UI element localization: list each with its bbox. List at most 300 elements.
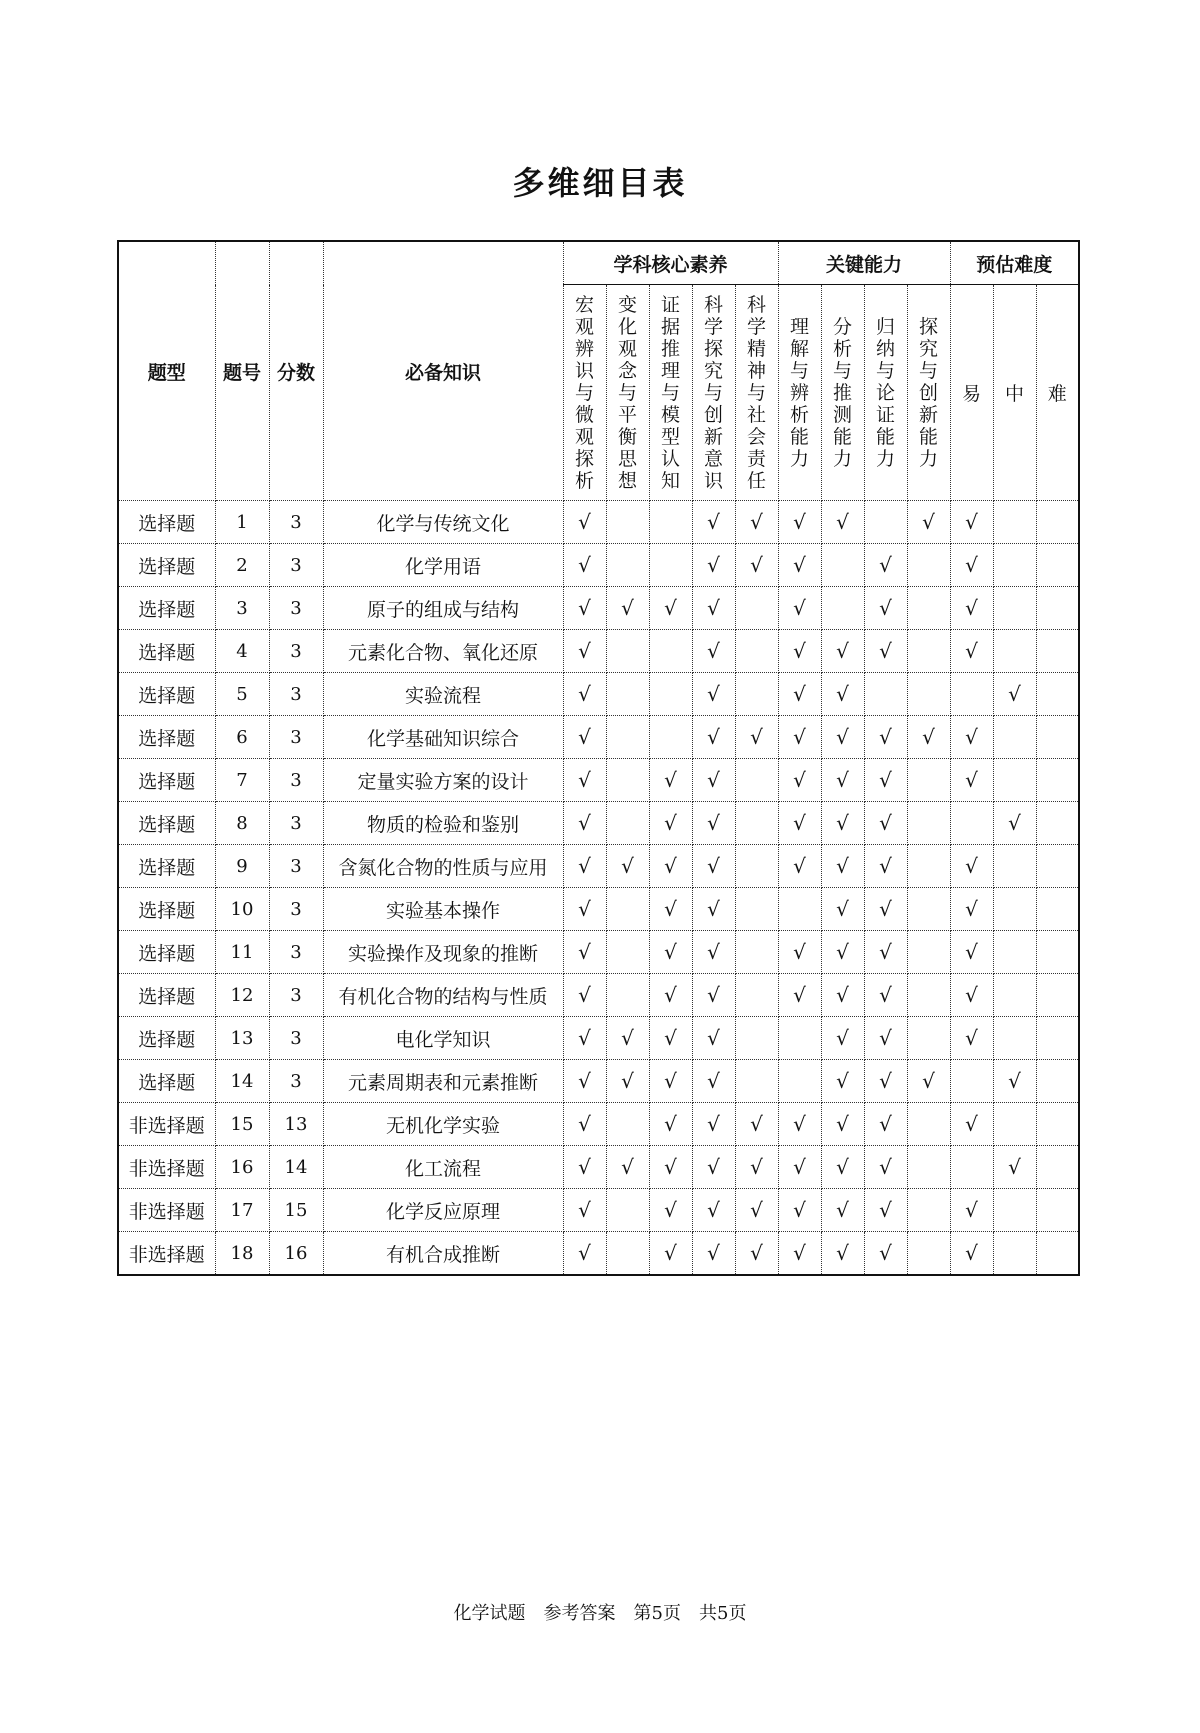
cell-core-2 (606, 845, 649, 888)
check-mark-icon: √ (664, 768, 677, 792)
check-mark-icon: √ (965, 983, 978, 1007)
cell-core-4 (692, 845, 735, 888)
check-mark-icon: √ (578, 983, 591, 1007)
check-mark-icon: √ (578, 682, 591, 706)
cell-ability-2 (821, 544, 864, 587)
header-core-3-label: 证据推理与模型认知 (660, 293, 680, 492)
cell-ability-1 (778, 845, 821, 888)
cell-ability-1 (778, 759, 821, 802)
cell-ability-1 (778, 931, 821, 974)
check-mark-icon: √ (965, 725, 978, 749)
cell-core-4 (692, 630, 735, 673)
cell-ability-2 (821, 587, 864, 630)
cell-difficulty-medium (993, 1189, 1036, 1232)
cell-core-5 (735, 544, 778, 587)
check-mark-icon: √ (578, 1241, 591, 1265)
cell-ability-4 (907, 673, 950, 716)
check-mark-icon: √ (836, 1026, 849, 1050)
check-mark-icon: √ (707, 1198, 720, 1222)
check-mark-icon: √ (965, 897, 978, 921)
cell-core-1 (563, 1146, 606, 1189)
cell-number: 4 (215, 630, 269, 673)
header-core-3 (649, 285, 692, 501)
cell-ability-4 (907, 1189, 950, 1232)
check-mark-icon: √ (836, 1155, 849, 1179)
cell-core-5 (735, 673, 778, 716)
cell-knowledge: 含氮化合物的性质与应用 (323, 845, 563, 888)
check-mark-icon: √ (621, 1155, 634, 1179)
cell-difficulty-medium (993, 1232, 1036, 1276)
check-mark-icon: √ (793, 1241, 806, 1265)
cell-number: 18 (215, 1232, 269, 1276)
check-mark-icon: √ (836, 940, 849, 964)
check-mark-icon: √ (707, 639, 720, 663)
cell-difficulty-easy (950, 888, 993, 931)
cell-knowledge: 定量实验方案的设计 (323, 759, 563, 802)
check-mark-icon: √ (664, 1155, 677, 1179)
cell-core-5 (735, 1232, 778, 1276)
check-mark-icon: √ (707, 682, 720, 706)
cell-ability-4 (907, 931, 950, 974)
check-mark-icon: √ (664, 897, 677, 921)
header-ability-3 (864, 285, 907, 501)
cell-score: 14 (269, 1146, 323, 1189)
check-mark-icon: √ (750, 1241, 763, 1265)
check-mark-icon: √ (578, 1198, 591, 1222)
cell-difficulty-hard (1036, 1232, 1079, 1276)
cell-core-1 (563, 974, 606, 1017)
check-mark-icon: √ (836, 510, 849, 534)
table-row (118, 759, 1079, 802)
check-mark-icon: √ (793, 983, 806, 1007)
cell-core-3 (649, 1232, 692, 1276)
cell-core-3 (649, 587, 692, 630)
cell-score: 3 (269, 931, 323, 974)
cell-core-5 (735, 716, 778, 759)
cell-ability-2 (821, 501, 864, 544)
check-mark-icon: √ (965, 1198, 978, 1222)
cell-ability-2 (821, 673, 864, 716)
cell-type: 选择题 (118, 845, 215, 888)
cell-difficulty-medium (993, 673, 1036, 716)
cell-core-2 (606, 888, 649, 931)
cell-difficulty-easy (950, 1189, 993, 1232)
header-ability-2 (821, 285, 864, 501)
table-row (118, 501, 1079, 544)
header-ability-4-label: 探究与创新能力 (918, 315, 938, 470)
cell-difficulty-hard (1036, 974, 1079, 1017)
table-row (118, 1060, 1079, 1103)
cell-number: 14 (215, 1060, 269, 1103)
check-mark-icon: √ (879, 983, 892, 1007)
cell-difficulty-hard (1036, 673, 1079, 716)
cell-ability-3 (864, 1060, 907, 1103)
check-mark-icon: √ (836, 768, 849, 792)
check-mark-icon: √ (621, 1069, 634, 1093)
cell-type: 选择题 (118, 630, 215, 673)
cell-type: 非选择题 (118, 1146, 215, 1189)
header-core-5-label: 科学精神与社会责任 (746, 293, 766, 492)
cell-ability-2 (821, 1232, 864, 1276)
cell-ability-4 (907, 1017, 950, 1060)
check-mark-icon: √ (578, 725, 591, 749)
cell-ability-2 (821, 759, 864, 802)
cell-ability-3 (864, 1189, 907, 1232)
cell-score: 3 (269, 1017, 323, 1060)
cell-ability-4 (907, 501, 950, 544)
cell-difficulty-hard (1036, 931, 1079, 974)
page-title: 多维细目表 (512, 164, 688, 202)
check-mark-icon: √ (793, 1155, 806, 1179)
cell-difficulty-hard (1036, 845, 1079, 888)
check-mark-icon: √ (707, 510, 720, 534)
cell-core-2 (606, 802, 649, 845)
check-mark-icon: √ (836, 854, 849, 878)
check-mark-icon: √ (793, 596, 806, 620)
cell-core-4 (692, 501, 735, 544)
cell-core-4 (692, 544, 735, 587)
cell-ability-1 (778, 1189, 821, 1232)
cell-number: 2 (215, 544, 269, 587)
check-mark-icon: √ (578, 596, 591, 620)
cell-difficulty-medium (993, 1017, 1036, 1060)
cell-core-4 (692, 673, 735, 716)
check-mark-icon: √ (793, 1198, 806, 1222)
cell-ability-1 (778, 544, 821, 587)
cell-core-4 (692, 1103, 735, 1146)
cell-difficulty-easy (950, 544, 993, 587)
check-mark-icon: √ (621, 596, 634, 620)
cell-knowledge: 有机合成推断 (323, 1232, 563, 1276)
check-mark-icon: √ (793, 682, 806, 706)
cell-knowledge: 无机化学实验 (323, 1103, 563, 1146)
check-mark-icon: √ (836, 897, 849, 921)
header-difficulty-easy: 易 (950, 285, 993, 501)
check-mark-icon: √ (578, 510, 591, 534)
header-difficulty-medium: 中 (993, 285, 1036, 501)
header-ability-1 (778, 285, 821, 501)
check-mark-icon: √ (664, 1112, 677, 1136)
cell-core-1 (563, 1232, 606, 1276)
check-mark-icon: √ (1008, 1155, 1021, 1179)
check-mark-icon: √ (965, 1026, 978, 1050)
cell-ability-4 (907, 759, 950, 802)
cell-difficulty-medium (993, 802, 1036, 845)
cell-ability-1 (778, 974, 821, 1017)
cell-difficulty-easy (950, 587, 993, 630)
table-row (118, 802, 1079, 845)
cell-score: 3 (269, 845, 323, 888)
cell-core-5 (735, 587, 778, 630)
cell-core-5 (735, 630, 778, 673)
cell-core-3 (649, 501, 692, 544)
cell-difficulty-hard (1036, 1060, 1079, 1103)
cell-number: 15 (215, 1103, 269, 1146)
cell-difficulty-hard (1036, 888, 1079, 931)
cell-core-2 (606, 759, 649, 802)
header-core-2-label: 变化观念与平衡思想 (617, 293, 637, 492)
cell-difficulty-easy (950, 1060, 993, 1103)
cell-core-5 (735, 1060, 778, 1103)
check-mark-icon: √ (664, 1069, 677, 1093)
cell-difficulty-easy (950, 974, 993, 1017)
cell-number: 5 (215, 673, 269, 716)
cell-core-5 (735, 1103, 778, 1146)
check-mark-icon: √ (578, 897, 591, 921)
check-mark-icon: √ (879, 811, 892, 835)
cell-ability-4 (907, 802, 950, 845)
check-mark-icon: √ (621, 1026, 634, 1050)
cell-core-1 (563, 1103, 606, 1146)
check-mark-icon: √ (621, 854, 634, 878)
check-mark-icon: √ (707, 940, 720, 964)
cell-ability-4 (907, 845, 950, 888)
cell-core-3 (649, 1189, 692, 1232)
table-row (118, 673, 1079, 716)
cell-ability-3 (864, 1232, 907, 1276)
check-mark-icon: √ (965, 553, 978, 577)
cell-core-4 (692, 888, 735, 931)
header-ability-3-label: 归纳与论证能力 (875, 315, 895, 470)
cell-type: 选择题 (118, 587, 215, 630)
cell-core-1 (563, 888, 606, 931)
check-mark-icon: √ (922, 510, 935, 534)
check-mark-icon: √ (836, 682, 849, 706)
check-mark-icon: √ (1008, 811, 1021, 835)
check-mark-icon: √ (578, 1026, 591, 1050)
cell-difficulty-hard (1036, 1189, 1079, 1232)
cell-core-2 (606, 1060, 649, 1103)
cell-number: 16 (215, 1146, 269, 1189)
cell-core-3 (649, 1103, 692, 1146)
specification-table (117, 240, 1080, 1276)
cell-difficulty-easy (950, 1103, 993, 1146)
cell-ability-2 (821, 716, 864, 759)
cell-difficulty-hard (1036, 630, 1079, 673)
check-mark-icon: √ (578, 1112, 591, 1136)
cell-core-2 (606, 1146, 649, 1189)
header-core-5 (735, 285, 778, 501)
cell-difficulty-easy (950, 1146, 993, 1189)
cell-difficulty-easy (950, 845, 993, 888)
cell-ability-3 (864, 1146, 907, 1189)
cell-ability-2 (821, 974, 864, 1017)
cell-difficulty-easy (950, 716, 993, 759)
cell-score: 3 (269, 1060, 323, 1103)
check-mark-icon: √ (793, 725, 806, 749)
cell-core-1 (563, 587, 606, 630)
cell-core-2 (606, 1232, 649, 1276)
cell-number: 10 (215, 888, 269, 931)
check-mark-icon: √ (836, 983, 849, 1007)
check-mark-icon: √ (793, 768, 806, 792)
check-mark-icon: √ (879, 596, 892, 620)
check-mark-icon: √ (879, 553, 892, 577)
cell-core-4 (692, 1060, 735, 1103)
check-mark-icon: √ (879, 1069, 892, 1093)
cell-ability-3 (864, 1103, 907, 1146)
check-mark-icon: √ (922, 1069, 935, 1093)
check-mark-icon: √ (707, 1112, 720, 1136)
check-mark-icon: √ (836, 1198, 849, 1222)
cell-core-2 (606, 544, 649, 587)
check-mark-icon: √ (707, 768, 720, 792)
cell-difficulty-medium (993, 501, 1036, 544)
cell-score: 3 (269, 802, 323, 845)
cell-type: 非选择题 (118, 1103, 215, 1146)
cell-number: 13 (215, 1017, 269, 1060)
cell-core-5 (735, 1146, 778, 1189)
cell-ability-3 (864, 587, 907, 630)
cell-core-5 (735, 501, 778, 544)
table-row (118, 1189, 1079, 1232)
cell-ability-4 (907, 630, 950, 673)
cell-type: 选择题 (118, 673, 215, 716)
cell-difficulty-medium (993, 716, 1036, 759)
cell-ability-3 (864, 544, 907, 587)
check-mark-icon: √ (707, 983, 720, 1007)
check-mark-icon: √ (664, 1198, 677, 1222)
check-mark-icon: √ (965, 1241, 978, 1265)
cell-ability-2 (821, 1103, 864, 1146)
cell-difficulty-medium (993, 845, 1036, 888)
cell-knowledge: 元素周期表和元素推断 (323, 1060, 563, 1103)
cell-ability-1 (778, 673, 821, 716)
cell-ability-4 (907, 716, 950, 759)
check-mark-icon: √ (664, 811, 677, 835)
check-mark-icon: √ (1008, 1069, 1021, 1093)
check-mark-icon: √ (836, 1112, 849, 1136)
cell-ability-3 (864, 673, 907, 716)
cell-core-3 (649, 759, 692, 802)
cell-core-4 (692, 1189, 735, 1232)
cell-difficulty-easy (950, 1232, 993, 1276)
check-mark-icon: √ (707, 725, 720, 749)
cell-core-1 (563, 501, 606, 544)
cell-core-1 (563, 1060, 606, 1103)
cell-knowledge: 化学用语 (323, 544, 563, 587)
check-mark-icon: √ (965, 639, 978, 663)
cell-core-2 (606, 630, 649, 673)
cell-number: 8 (215, 802, 269, 845)
header-knowledge: 必备知识 (323, 241, 563, 501)
cell-difficulty-easy (950, 931, 993, 974)
check-mark-icon: √ (578, 768, 591, 792)
cell-core-2 (606, 501, 649, 544)
cell-core-1 (563, 759, 606, 802)
table-row (118, 1146, 1079, 1189)
cell-type: 选择题 (118, 716, 215, 759)
cell-score: 3 (269, 888, 323, 931)
cell-ability-2 (821, 802, 864, 845)
check-mark-icon: √ (922, 725, 935, 749)
cell-difficulty-medium (993, 1060, 1036, 1103)
cell-core-1 (563, 673, 606, 716)
check-mark-icon: √ (836, 1069, 849, 1093)
check-mark-icon: √ (793, 854, 806, 878)
check-mark-icon: √ (793, 940, 806, 964)
check-mark-icon: √ (879, 639, 892, 663)
cell-ability-3 (864, 845, 907, 888)
cell-type: 选择题 (118, 544, 215, 587)
check-mark-icon: √ (879, 940, 892, 964)
cell-core-5 (735, 1017, 778, 1060)
cell-core-5 (735, 931, 778, 974)
cell-difficulty-easy (950, 759, 993, 802)
check-mark-icon: √ (707, 897, 720, 921)
header-ability-1-label: 理解与辨析能力 (789, 315, 809, 470)
check-mark-icon: √ (836, 639, 849, 663)
cell-ability-3 (864, 802, 907, 845)
check-mark-icon: √ (836, 725, 849, 749)
cell-ability-4 (907, 587, 950, 630)
header-score: 分数 (269, 241, 323, 501)
check-mark-icon: √ (578, 553, 591, 577)
check-mark-icon: √ (664, 1026, 677, 1050)
cell-knowledge: 实验流程 (323, 673, 563, 716)
cell-type: 选择题 (118, 759, 215, 802)
cell-core-1 (563, 630, 606, 673)
cell-difficulty-easy (950, 673, 993, 716)
cell-difficulty-hard (1036, 716, 1079, 759)
cell-core-3 (649, 974, 692, 1017)
check-mark-icon: √ (879, 1198, 892, 1222)
cell-ability-1 (778, 587, 821, 630)
cell-knowledge: 物质的检验和鉴别 (323, 802, 563, 845)
check-mark-icon: √ (707, 553, 720, 577)
cell-knowledge: 电化学知识 (323, 1017, 563, 1060)
table-body (118, 501, 1079, 1276)
cell-type: 选择题 (118, 1060, 215, 1103)
check-mark-icon: √ (578, 639, 591, 663)
cell-knowledge: 化工流程 (323, 1146, 563, 1189)
cell-core-1 (563, 544, 606, 587)
cell-core-2 (606, 587, 649, 630)
cell-core-2 (606, 974, 649, 1017)
cell-difficulty-hard (1036, 501, 1079, 544)
cell-core-2 (606, 716, 649, 759)
cell-ability-1 (778, 888, 821, 931)
cell-number: 9 (215, 845, 269, 888)
cell-type: 选择题 (118, 931, 215, 974)
cell-ability-2 (821, 845, 864, 888)
cell-number: 12 (215, 974, 269, 1017)
cell-ability-3 (864, 501, 907, 544)
cell-core-4 (692, 974, 735, 1017)
check-mark-icon: √ (707, 1026, 720, 1050)
header-group-key-ability: 关键能力 (778, 241, 950, 285)
cell-ability-2 (821, 1060, 864, 1103)
cell-ability-3 (864, 1017, 907, 1060)
table-row (118, 716, 1079, 759)
cell-difficulty-medium (993, 888, 1036, 931)
cell-score: 3 (269, 716, 323, 759)
check-mark-icon: √ (836, 1241, 849, 1265)
cell-ability-2 (821, 931, 864, 974)
cell-core-2 (606, 1103, 649, 1146)
check-mark-icon: √ (793, 811, 806, 835)
cell-difficulty-medium (993, 931, 1036, 974)
check-mark-icon: √ (578, 940, 591, 964)
cell-core-3 (649, 888, 692, 931)
cell-ability-2 (821, 1017, 864, 1060)
cell-ability-4 (907, 1103, 950, 1146)
cell-score: 3 (269, 630, 323, 673)
check-mark-icon: √ (793, 639, 806, 663)
cell-difficulty-medium (993, 974, 1036, 1017)
page-footer: 化学试题 参考答案 第5页 共5页 (453, 1603, 747, 1624)
check-mark-icon: √ (707, 1069, 720, 1093)
